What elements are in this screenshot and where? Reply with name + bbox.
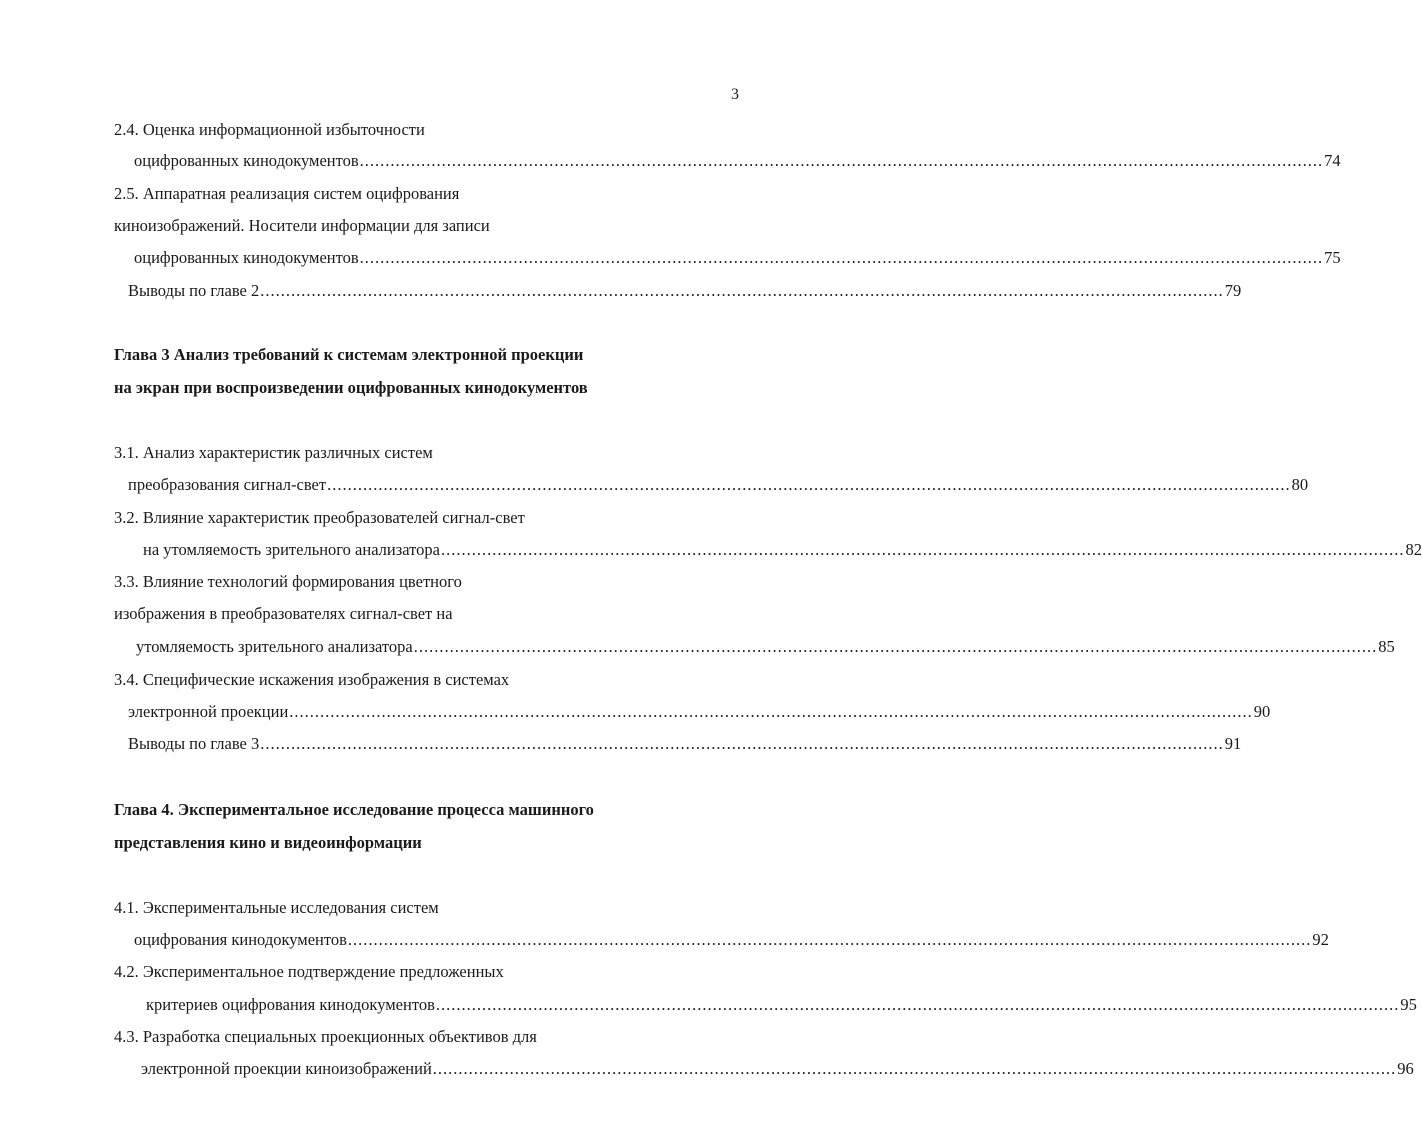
leader-dots: ............................................................................................................................................................................................	[413, 637, 1378, 656]
toc-4-1-title: 4.1. Экспериментальные исследования систем	[114, 898, 439, 917]
toc-page-ref: 96	[1397, 1059, 1414, 1078]
toc-entry-text: оцифрования кинодокументов	[134, 930, 347, 949]
toc-page-ref: 95	[1400, 995, 1417, 1014]
toc-entry-text: на утомляемость зрительного анализатора	[143, 540, 440, 559]
leader-dots: ............................................................................................................................................................................................	[260, 734, 1224, 753]
toc-3-4-title: 3.4. Специфические искажения изображения в системах	[114, 670, 510, 689]
leader-dots: ............................................................................................................................................................................................	[435, 995, 1400, 1014]
toc-entry-text: электронной проекции	[128, 702, 289, 721]
toc-entry-text: Выводы по главе 2	[128, 281, 260, 300]
chapter-3-heading-cont: на экран при воспроизведении оцифрованных кинодокументов	[114, 378, 588, 397]
toc-entry-text: оцифрованных кинодокументов	[134, 248, 359, 267]
toc-3-1-title: 3.1. Анализ характеристик различных систем	[114, 443, 433, 462]
toc-3-3-title-cont: изображения в преобразователях сигнал-свет на	[114, 604, 453, 623]
chapter-3-heading: Глава 3 Анализ требований к системам электронной проекции	[114, 345, 584, 364]
toc-entry-text: оцифрованных кинодокументов	[134, 151, 359, 170]
leader-dots: ............................................................................................................................................................................................	[347, 930, 1312, 949]
toc-3-4-entry[interactable]	[128, 702, 1271, 722]
toc-page-ref: 79	[1224, 281, 1242, 300]
toc-page-ref: 74	[1324, 151, 1341, 170]
toc-4-1-entry[interactable]	[134, 930, 1329, 950]
toc-4-2-entry[interactable]	[146, 995, 1417, 1015]
toc-3-3-title: 3.3. Влияние технологий формирования цветного	[114, 572, 462, 591]
leader-dots: ............................................................................................................................................................................................	[359, 248, 1324, 267]
leader-dots: ............................................................................................................................................................................................	[327, 475, 1291, 494]
toc-3-2-entry[interactable]	[143, 540, 1422, 560]
toc-page-ref: 82	[1405, 540, 1422, 559]
toc-entry-text: утомляемость зрительного анализатора	[136, 637, 413, 656]
toc-2-4-entry[interactable]	[134, 151, 1341, 171]
toc-entry-text: преобразования сигнал-свет	[128, 475, 327, 494]
toc-entry-text: критериев оцифрования кинодокументов	[146, 995, 435, 1014]
toc-entry-text: Выводы по главе 3	[128, 734, 260, 753]
toc-2-5-entry[interactable]	[134, 248, 1341, 268]
leader-dots: ............................................................................................................................................................................................	[289, 702, 1253, 721]
leader-dots: ............................................................................................................................................................................................	[359, 151, 1324, 170]
toc-2-4-title: 2.4. Оценка информационной избыточности	[114, 120, 425, 139]
toc-ch3-summary[interactable]	[128, 734, 1242, 754]
toc-ch2-summary[interactable]	[128, 281, 1242, 301]
toc-2-5-title-cont: киноизображений. Носители информации для записи	[114, 216, 490, 235]
toc-page-ref: 91	[1224, 734, 1242, 753]
leader-dots: ............................................................................................................................................................................................	[440, 540, 1405, 559]
leader-dots: ............................................................................................................................................................................................	[432, 1059, 1397, 1078]
toc-page-ref: 75	[1324, 248, 1341, 267]
chapter-4-heading: Глава 4. Экспериментальное исследование процесса машинного	[114, 800, 594, 819]
toc-3-1-entry[interactable]	[128, 475, 1309, 495]
page-number: 3	[731, 86, 739, 103]
toc-4-2-title: 4.2. Экспериментальное подтверждение предложенных	[114, 962, 504, 981]
chapter-4-heading-cont: представления кино и видеоинформации	[114, 833, 422, 852]
toc-page-ref: 85	[1378, 637, 1395, 656]
toc-3-2-title: 3.2. Влияние характеристик преобразователей сигнал-свет	[114, 508, 525, 527]
toc-3-3-entry[interactable]	[136, 637, 1395, 657]
toc-page-ref: 80	[1291, 475, 1309, 494]
leader-dots: ............................................................................................................................................................................................	[260, 281, 1224, 300]
toc-page-ref: 90	[1253, 702, 1271, 721]
toc-entry-text: электронной проекции киноизображений	[141, 1059, 432, 1078]
toc-2-5-title: 2.5. Аппаратная реализация систем оцифрования	[114, 184, 460, 203]
toc-4-3-entry[interactable]	[141, 1059, 1414, 1079]
toc-page-ref: 92	[1312, 930, 1329, 949]
toc-4-3-title: 4.3. Разработка специальных проекционных объективов для	[114, 1027, 537, 1046]
